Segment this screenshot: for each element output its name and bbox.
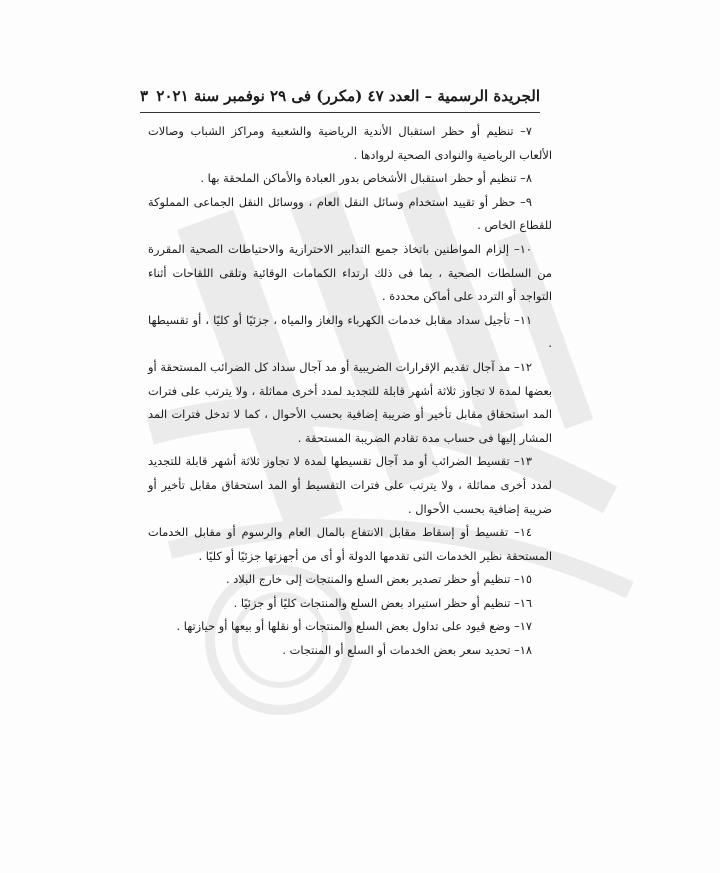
- list-item: ١٨– تحديد سعر بعض الخدمات أو السلع أو المنتجات .: [282, 643, 532, 658]
- list-item: ٧– تنظيم أو حظر استقبال الأندية الرياضية والشعبية ومراكز الشباب وصالات الألعاب الرياضية والنوادى الصحية لروادها .: [148, 124, 552, 162]
- list-item: ١٦– تنظيم أو حظر استيراد بعض السلع والمنتجات كليًا أو جزئيًا .: [233, 595, 532, 610]
- page-number: ٣: [140, 87, 149, 105]
- list-item: ١١– تأجيل سداد مقابل خدمات الكهرباء والغاز والمياه ، جزئيًا أو كليًا ، أو تقسيطها .: [148, 312, 552, 351]
- header-divider: [140, 112, 540, 113]
- article-body: [148, 120, 552, 663]
- header-title: الجريدة الرسمية – العدد ٤٧ (مكرر) فى ٢٩ نوفمبر سنة ٢٠٢١: [156, 87, 540, 105]
- list-item: ١٧– وضع قيود على تداول بعض السلع والمنتجات أو نقلها أو بيعها أو حيازتها .: [176, 619, 532, 634]
- page-header: [140, 84, 540, 108]
- list-item: ١٥– تنظيم أو حظر تصدير بعض السلع والمنتجات إلى خارج البلاد .: [225, 572, 532, 587]
- list-item: ١٤– تقسيط أو إسقاط مقابل الانتفاع بالمال العام والرسوم أو مقابل الخدمات المستحقة نظير الخدمات التى تقدمها الدولة أو أى من أجهزتها جزئيًا أو كليًا .: [148, 525, 552, 563]
- list-item: ٩– حظر أو تقييد استخدام وسائل النقل العام ، ووسائل النقل الجماعى المملوكة للقطاع الخاص .: [148, 194, 552, 233]
- list-item: ١٠– إلزام المواطنين باتخاذ جميع التدابير الاحترازية والاحتياطات الصحية المقررة من السلطات الصحية ، بما فى ذلك ارتداء الكمامات الوقائية وتلقى اللقاحات أثناء التواجد أو التردد على أماكن محددة .: [148, 241, 552, 304]
- list-item: ١٣– تقسيط الضرائب أو مد آجال تقسيطها لمدة لا تجاوز ثلاثة أشهر قابلة للتجديد لمدد أخرى مماثلة ، ولا يترتب على فترات التقسيط أو المد استحقاق مقابل تأخير أو ضريبة إضافية بحسب الأحوال .: [148, 454, 552, 516]
- list-item: ١٢– مد آجال تقديم الإقرارات الضريبية أو مد آجال سداد كل الضرائب المستحقة أو بعضها لمدة لا تجاوز ثلاثة أشهر قابلة للتجديد لمدد أخرى مماثلة ، ولا يترتب على فترات المد استحقاق مقابل تأخير أو ضريبة إضافية بحسب الأحوال ، كما لا تدخل فترات المد المشار إليها فى حساب مدة تقادم الضريبة المستحقة .: [148, 359, 552, 445]
- list-item: ٨– تنظيم أو حظر استقبال الأشخاص بدور العبادة والأماكن الملحقة بها .: [200, 171, 532, 186]
